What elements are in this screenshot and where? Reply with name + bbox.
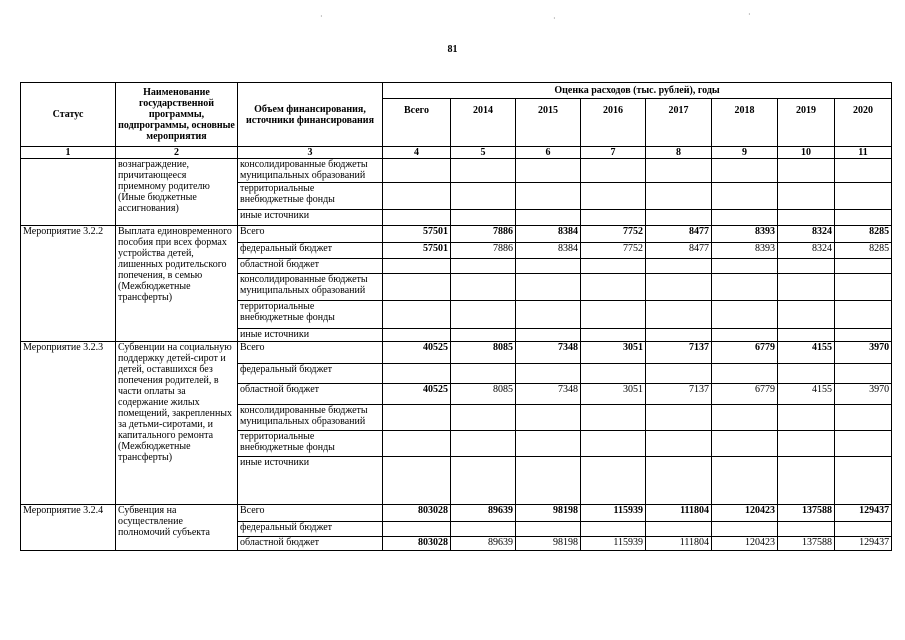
value-cell (581, 457, 646, 505)
value-cell: 803028 (383, 537, 451, 551)
value-cell (835, 301, 892, 329)
value-cell (835, 364, 892, 384)
value-cell: 8477 (646, 226, 712, 243)
column-number: 8 (646, 147, 712, 159)
value-cell (712, 329, 778, 342)
column-number: 7 (581, 147, 646, 159)
column-number: 5 (451, 147, 516, 159)
source-cell: территориальные внебюджетные фонды (238, 431, 383, 457)
value-cell: 7752 (581, 243, 646, 259)
value-cell (778, 259, 835, 274)
value-cell: 7886 (451, 243, 516, 259)
value-cell (712, 210, 778, 226)
value-cell: 8384 (516, 243, 581, 259)
column-number: 1 (21, 147, 116, 159)
value-cell (646, 431, 712, 457)
value-cell (383, 274, 451, 301)
column-number: 2 (116, 147, 238, 159)
header-status: Статус (21, 83, 116, 147)
value-cell (581, 159, 646, 183)
value-cell (516, 405, 581, 431)
value-cell: 3970 (835, 342, 892, 364)
value-cell (516, 183, 581, 210)
status-cell: Мероприятие 3.2.3 (21, 342, 116, 505)
value-cell: 4155 (778, 384, 835, 405)
column-number: 3 (238, 147, 383, 159)
value-cell (516, 301, 581, 329)
value-cell (451, 457, 516, 505)
column-number: 10 (778, 147, 835, 159)
value-cell: 111804 (646, 505, 712, 522)
value-cell (451, 301, 516, 329)
value-cell (451, 405, 516, 431)
value-cell (646, 522, 712, 537)
value-cell (516, 329, 581, 342)
value-cell (581, 183, 646, 210)
program-cell: Выплата единовременного пособия при всех формах устройства детей, лишенных родительского попечения, в семью (Межбюджетные трансферты) (116, 226, 238, 342)
value-cell (581, 301, 646, 329)
source-cell: консолидированные бюджеты муниципальных образований (238, 405, 383, 431)
value-cell: 3051 (581, 342, 646, 364)
value-cell (516, 259, 581, 274)
table-row (21, 226, 892, 243)
value-cell (383, 405, 451, 431)
value-cell: 8324 (778, 243, 835, 259)
value-cell (778, 405, 835, 431)
value-cell (712, 183, 778, 210)
value-cell: 8285 (835, 226, 892, 243)
value-cell: 8085 (451, 342, 516, 364)
program-cell: Субвенция на осуществление полномочий субъекта (116, 505, 238, 551)
value-cell (778, 329, 835, 342)
value-cell: 8393 (712, 226, 778, 243)
value-cell: 7348 (516, 342, 581, 364)
value-cell (451, 210, 516, 226)
value-cell (383, 364, 451, 384)
value-cell (712, 159, 778, 183)
value-cell (712, 457, 778, 505)
value-cell: 40525 (383, 384, 451, 405)
value-cell (451, 259, 516, 274)
value-cell (835, 522, 892, 537)
value-cell (778, 301, 835, 329)
header-year: 2020 (835, 99, 892, 147)
value-cell (581, 431, 646, 457)
value-cell (581, 329, 646, 342)
value-cell (383, 183, 451, 210)
value-cell (646, 210, 712, 226)
value-cell: 129437 (835, 537, 892, 551)
value-cell (712, 274, 778, 301)
status-cell (21, 159, 116, 226)
column-number: 6 (516, 147, 581, 159)
value-cell (646, 329, 712, 342)
value-cell (516, 274, 581, 301)
value-cell (581, 259, 646, 274)
header-year: 2018 (712, 99, 778, 147)
value-cell: 8477 (646, 243, 712, 259)
value-cell: 7137 (646, 384, 712, 405)
value-cell: 6779 (712, 384, 778, 405)
source-cell: иные источники (238, 210, 383, 226)
value-cell: 98198 (516, 537, 581, 551)
status-cell: Мероприятие 3.2.4 (21, 505, 116, 551)
value-cell (451, 183, 516, 210)
value-cell: 8085 (451, 384, 516, 405)
value-cell (712, 522, 778, 537)
value-cell (581, 522, 646, 537)
value-cell: 8393 (712, 243, 778, 259)
value-cell (646, 159, 712, 183)
header-year: 2019 (778, 99, 835, 147)
value-cell: 57501 (383, 226, 451, 243)
value-cell (778, 210, 835, 226)
value-cell: 120423 (712, 537, 778, 551)
header-year: 2015 (516, 99, 581, 147)
source-cell: территориальные внебюджетные фонды (238, 301, 383, 329)
source-cell: Всего (238, 505, 383, 522)
source-cell: областной бюджет (238, 384, 383, 405)
value-cell (778, 274, 835, 301)
value-cell (516, 431, 581, 457)
source-cell: областной бюджет (238, 537, 383, 551)
value-cell (778, 457, 835, 505)
header-program: Наименование государственной программы, подпрограммы, основные мероприятия (116, 83, 238, 147)
header-year: 2016 (581, 99, 646, 147)
value-cell (835, 405, 892, 431)
scan-speck: · (748, 10, 751, 19)
value-cell: 89639 (451, 505, 516, 522)
value-cell (451, 274, 516, 301)
status-cell: Мероприятие 3.2.2 (21, 226, 116, 342)
value-cell: 6779 (712, 342, 778, 364)
value-cell (383, 522, 451, 537)
value-cell (451, 364, 516, 384)
value-cell (383, 301, 451, 329)
column-number: 11 (835, 147, 892, 159)
value-cell (778, 522, 835, 537)
value-cell (383, 159, 451, 183)
header-estimate: Оценка расходов (тыс. рублей), годы (383, 83, 892, 99)
budget-table (20, 82, 892, 551)
value-cell (712, 431, 778, 457)
source-cell: консолидированные бюджеты муниципальных образований (238, 159, 383, 183)
value-cell (778, 364, 835, 384)
value-cell: 4155 (778, 342, 835, 364)
source-cell: Всего (238, 226, 383, 243)
value-cell (835, 274, 892, 301)
value-cell (835, 431, 892, 457)
header-year: Всего (383, 99, 451, 147)
value-cell: 7348 (516, 384, 581, 405)
value-cell (383, 329, 451, 342)
value-cell (835, 210, 892, 226)
value-cell (581, 210, 646, 226)
value-cell (451, 431, 516, 457)
value-cell (516, 364, 581, 384)
source-cell: Всего (238, 342, 383, 364)
source-cell: областной бюджет (238, 259, 383, 274)
source-cell: федеральный бюджет (238, 364, 383, 384)
value-cell: 7886 (451, 226, 516, 243)
value-cell (383, 457, 451, 505)
value-cell: 8324 (778, 226, 835, 243)
value-cell (646, 364, 712, 384)
value-cell: 7752 (581, 226, 646, 243)
value-cell: 7137 (646, 342, 712, 364)
table-row (21, 159, 892, 183)
value-cell (451, 159, 516, 183)
value-cell (712, 259, 778, 274)
source-cell: федеральный бюджет (238, 522, 383, 537)
value-cell (516, 522, 581, 537)
source-cell: территориальные внебюджетные фонды (238, 183, 383, 210)
value-cell (778, 431, 835, 457)
value-cell (516, 159, 581, 183)
value-cell (646, 457, 712, 505)
header-financing: Объем финансирования, источники финансирования (238, 83, 383, 147)
value-cell (646, 274, 712, 301)
value-cell (451, 522, 516, 537)
value-cell (835, 457, 892, 505)
value-cell (778, 183, 835, 210)
value-cell: 115939 (581, 537, 646, 551)
value-cell (383, 210, 451, 226)
value-cell (516, 457, 581, 505)
value-cell: 8384 (516, 226, 581, 243)
value-cell: 120423 (712, 505, 778, 522)
source-cell: консолидированные бюджеты муниципальных образований (238, 274, 383, 301)
value-cell: 57501 (383, 243, 451, 259)
value-cell (646, 183, 712, 210)
value-cell: 89639 (451, 537, 516, 551)
value-cell: 111804 (646, 537, 712, 551)
program-cell: Субвенции на социальную поддержку детей-сирот и детей, оставшихся без попечения родителей, в части оплаты за содержание жилых помещений, закрепленных за детьми-сиротами, и капитального ремонта (Межбюджетные трансферты) (116, 342, 238, 505)
scan-speck: · (553, 14, 556, 23)
page-number: 81 (447, 44, 458, 55)
value-cell (451, 329, 516, 342)
source-cell: федеральный бюджет (238, 243, 383, 259)
table-row (21, 342, 892, 364)
value-cell: 98198 (516, 505, 581, 522)
value-cell: 8285 (835, 243, 892, 259)
value-cell: 129437 (835, 505, 892, 522)
value-cell: 40525 (383, 342, 451, 364)
scan-speck: · (320, 12, 323, 21)
value-cell (712, 364, 778, 384)
value-cell (712, 405, 778, 431)
value-cell: 137588 (778, 505, 835, 522)
value-cell: 3970 (835, 384, 892, 405)
value-cell: 137588 (778, 537, 835, 551)
value-cell (646, 301, 712, 329)
value-cell: 115939 (581, 505, 646, 522)
column-number: 9 (712, 147, 778, 159)
value-cell (581, 364, 646, 384)
value-cell (778, 159, 835, 183)
value-cell (516, 210, 581, 226)
program-cell: вознаграждение, причитающееся приемному родителю (Иные бюджетные ассигнования) (116, 159, 238, 226)
value-cell (835, 183, 892, 210)
value-cell (383, 431, 451, 457)
value-cell (835, 259, 892, 274)
source-cell: иные источники (238, 457, 383, 505)
value-cell (646, 259, 712, 274)
value-cell: 3051 (581, 384, 646, 405)
value-cell: 803028 (383, 505, 451, 522)
value-cell (835, 159, 892, 183)
value-cell (581, 274, 646, 301)
value-cell (581, 405, 646, 431)
value-cell (646, 405, 712, 431)
value-cell (712, 301, 778, 329)
source-cell: иные источники (238, 329, 383, 342)
value-cell (835, 329, 892, 342)
value-cell (383, 259, 451, 274)
column-number: 4 (383, 147, 451, 159)
header-year: 2014 (451, 99, 516, 147)
table-row (21, 505, 892, 522)
header-year: 2017 (646, 99, 712, 147)
